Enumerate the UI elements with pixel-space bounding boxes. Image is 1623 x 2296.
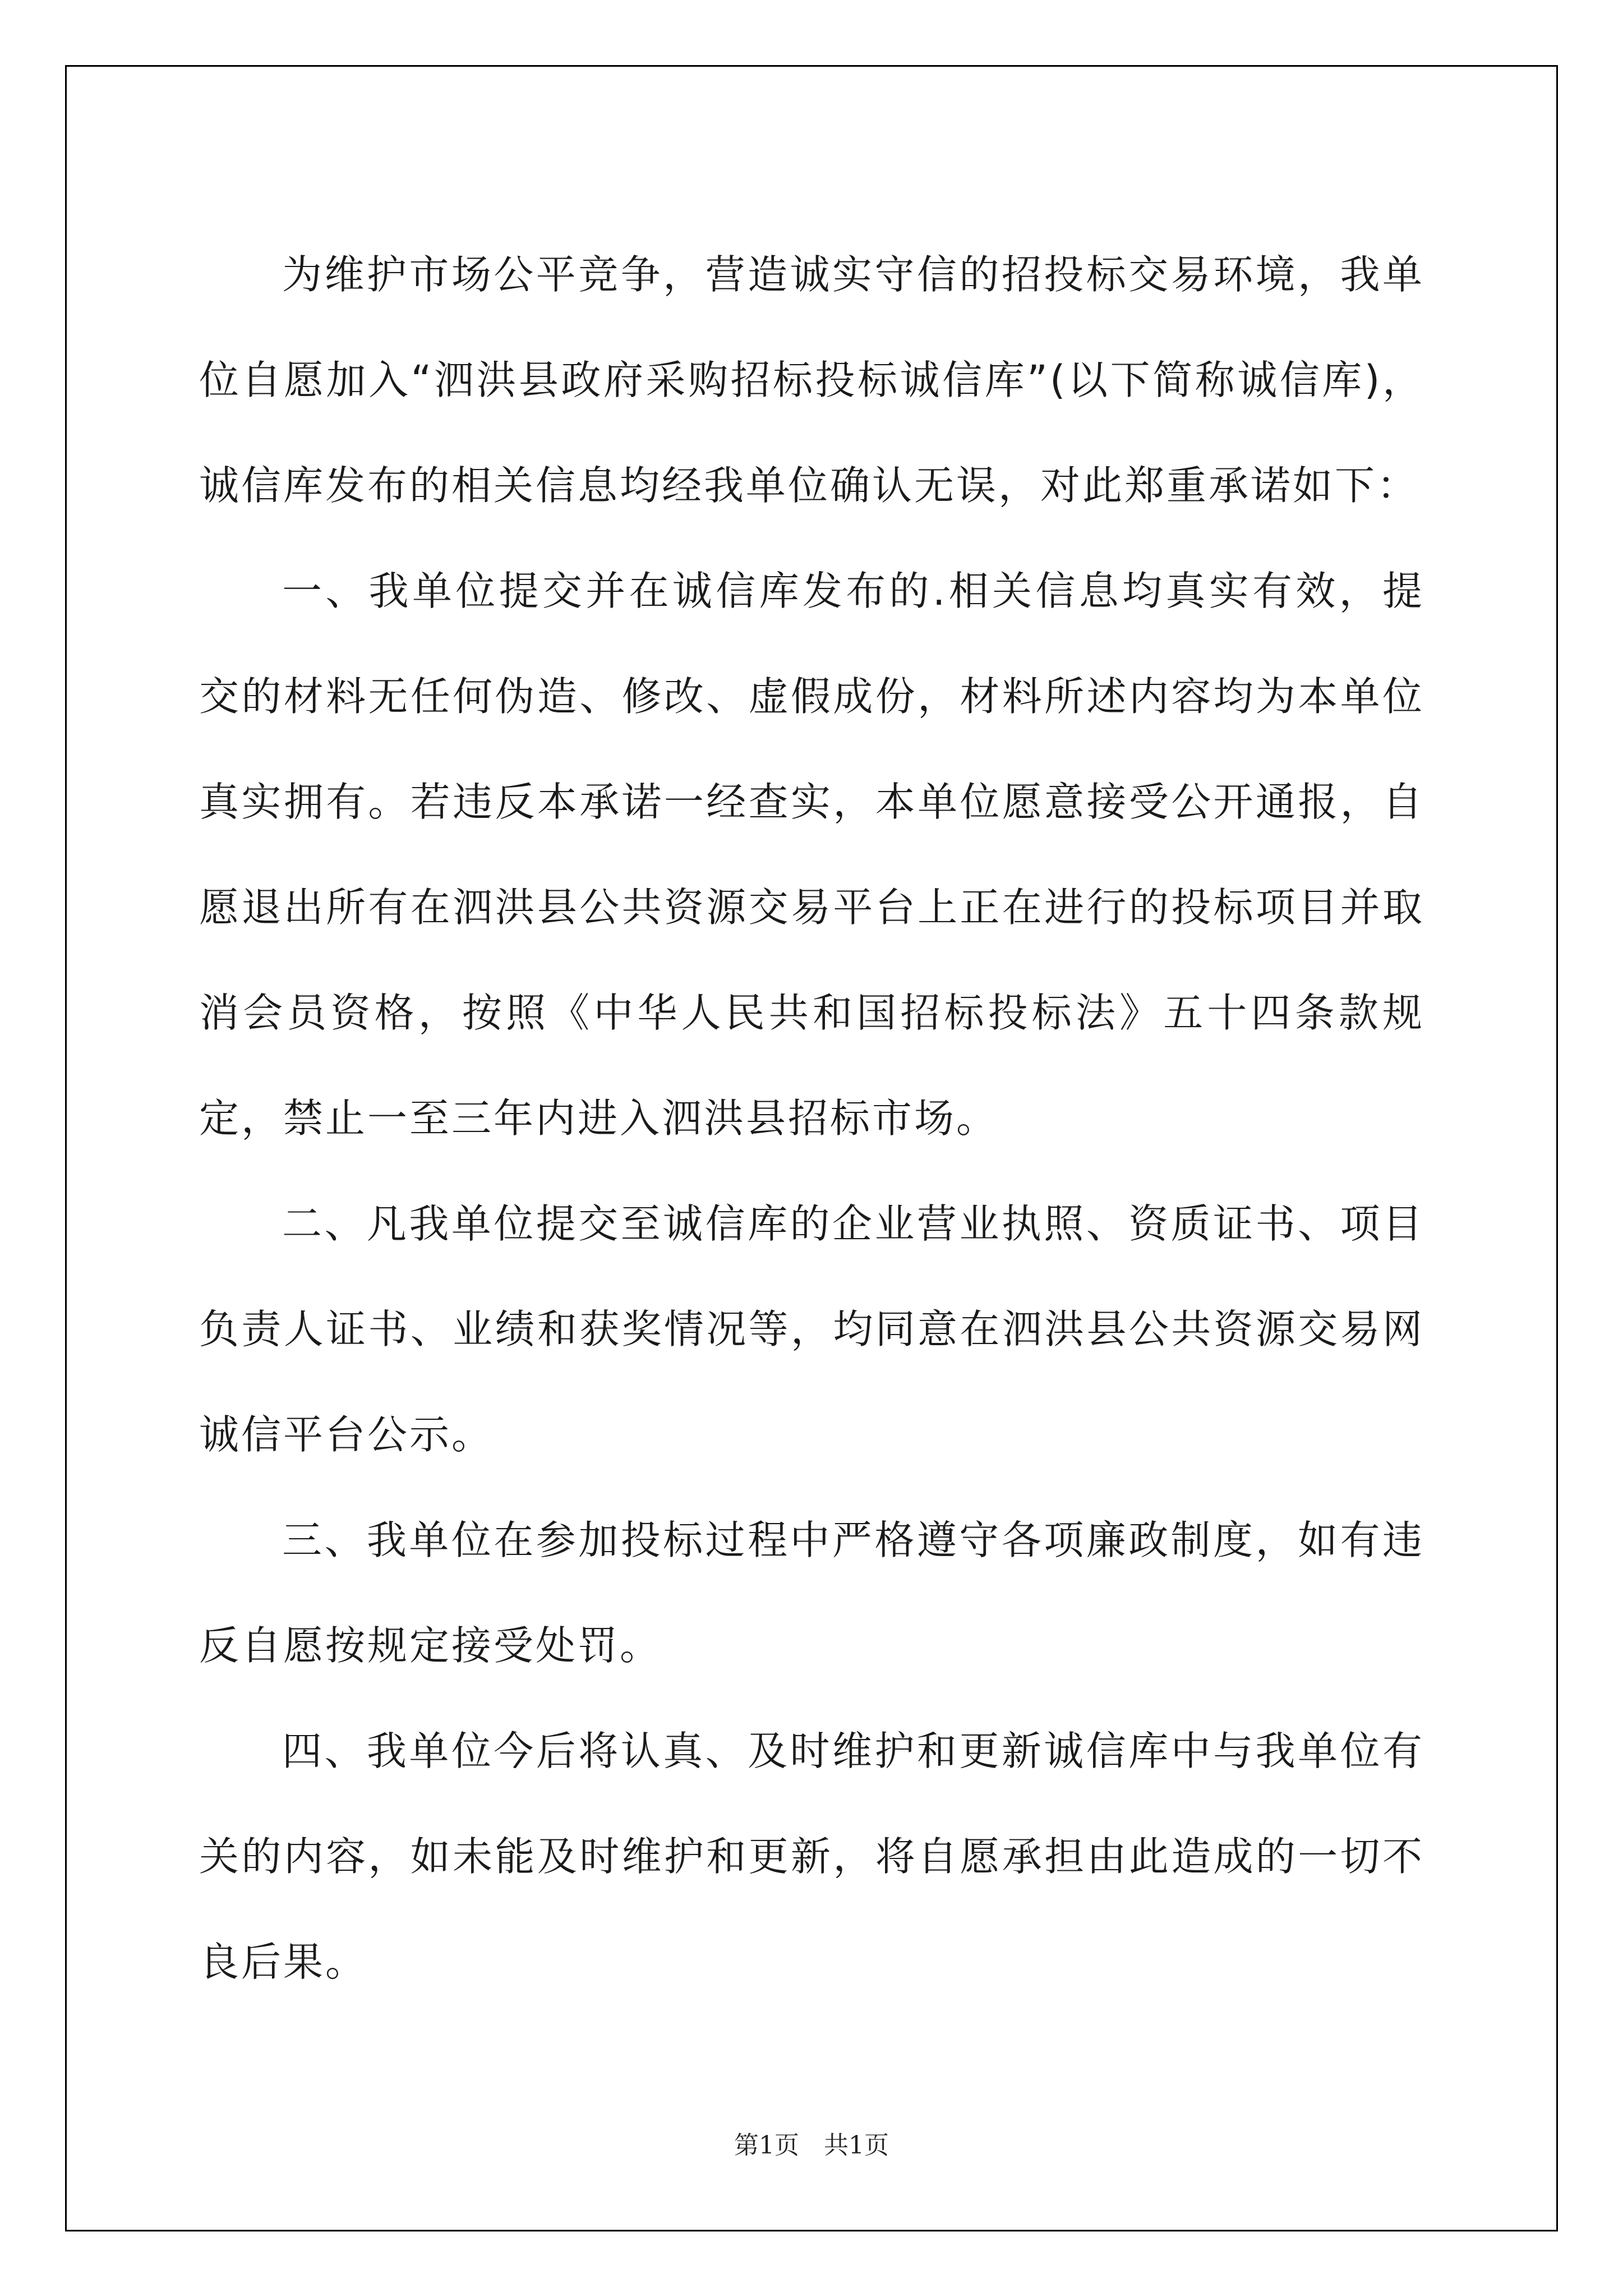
paragraph-intro: 为维护市场公平竞争，营造诚实守信的招投标交易环境，我单位自愿加入“泗洪县政府采购招标投标诚信库”(以下简称诚信库)，诚信库发布的相关信息均经我单位确认无误，对此郑重承诺如下： — [199, 251, 1424, 509]
paragraph-clause-4: 四、我单位今后将认真、及时维护和更新诚信库中与我单位有关的内容，如未能及时维护和更新，将自愿承担由此造成的一切不良后果。 — [199, 1728, 1424, 1985]
paragraph-clause-2: 二、凡我单位提交至诚信库的企业营业执照、资质证书、项目负责人证书、业绩和获奖情况等，均同意在泗洪县公共资源交易网诚信平台公示。 — [199, 1200, 1424, 1458]
paragraph-clause-3: 三、我单位在参加投标过程中严格遵守各项廉政制度，如有违反自愿按规定接受处罚。 — [199, 1517, 1424, 1669]
paragraph-clause-1: 一、我单位提交并在诚信库发布的.相关信息均真实有效，提交的材料无任何伪造、修改、虚假成份，材料所述内容均为本单位真实拥有。若违反本承诺一经查实，本单位愿意接受公开通报，自愿退出所有在泗洪县公共资源交易平台上正在进行的投标项目并取消会员资格，按照《中华人民共和国招标投标法》五十四条款规定，禁止一至三年内进入泗洪县招标市场。 — [199, 568, 1424, 1142]
page-footer: 第1页 共1页 — [734, 2131, 889, 2160]
document-body — [199, 222, 1424, 2015]
